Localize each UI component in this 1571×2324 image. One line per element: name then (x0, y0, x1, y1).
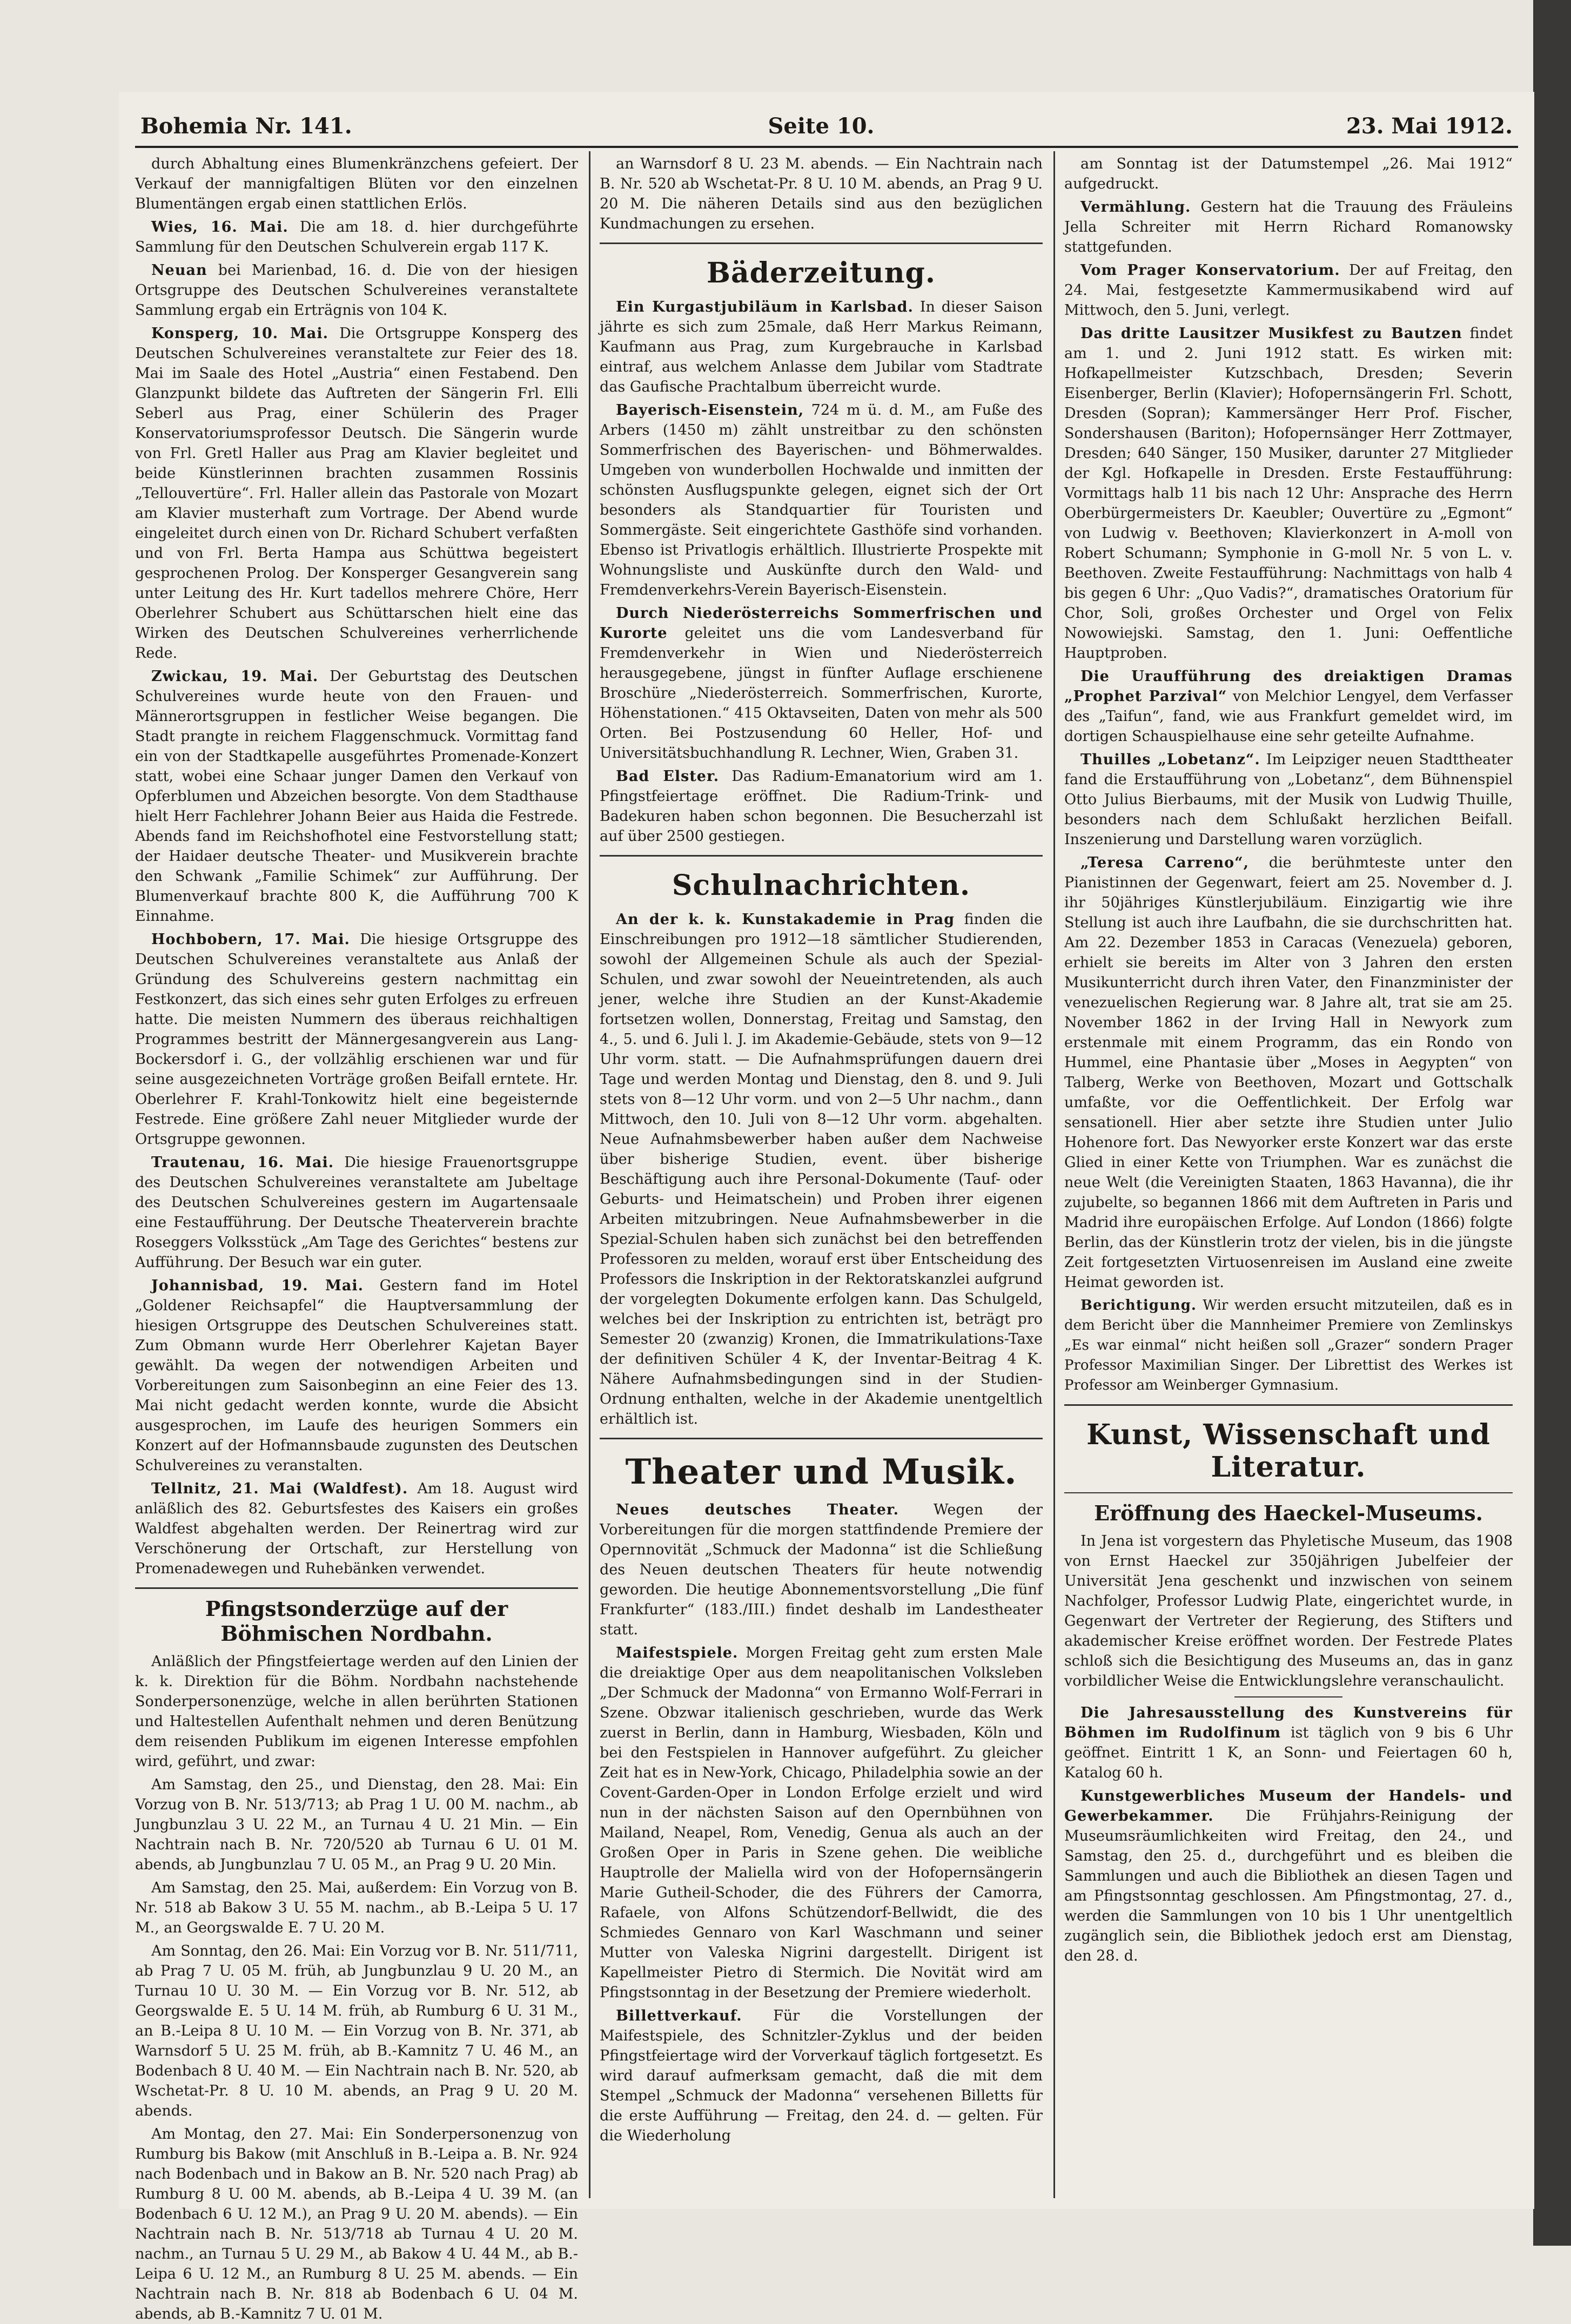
column-3 (1064, 154, 1513, 2195)
article-paragraph: Konsperg, 10. Mai. Die Ortsgruppe Konsperg des Deutschen Schulvereines veranstaltete zur Feier des 18. Mai im Saale des Hotel „Austria“ einen Festabend. Den Glanzpunkt bildete das Auftreten der Sängerin Frl. Elli Seberl aus Prag, einer Schülerin des Prager Konservatoriumsprofessor Deutsch. Die Sängerin wurde von Frl. Gretl Haller aus Prag am Klavier begleitet und beide Künstlerinnen brachten zusammen Rossinis „Tellouvertüre“. Frl. Haller allein das Pastorale von Mozart am Klavier musterhaft zum Vortrage. Der Abend wurde eingeleitet durch einen von Dr. Richard Schubert verfaßten und von Frl. Berta Hampa aus Schüttwa begeistert gesprochenen Prolog. Der Konsperger Gesangverein sang unter Leitung des Hr. Kurt tadellos mehrere Chöre, Herr Oberlehrer Schubert aus Schüttarschen hielt eine das Wirken des Deutschen Schulvereines verherrlichende Rede. (135, 325, 578, 662)
article-paragraph: Neues deutsches Theater. Wegen der Vorbereitungen für die morgen stattfindende Premiere der Opernnovität „Schmuck der Madonna“ ist die Schließung des Neuen deutschen Theaters für heute notwendig geworden. Die heutige Abonnementsvorstellung „Die fünf Frankfurter“ (183./III.) findet deshalb im Landestheater statt. (600, 1501, 1043, 1638)
section-heading-baeder: Bäderzeitung. (707, 257, 936, 289)
article-paragraph: Bayerisch-Eisenstein, 724 m ü. d. M., am Fuße des Arbers (1450 m) zählt unstreitbar zu den schönsten Sommerfrischen des Bayerischen- und Böhmerwaldes. Umgeben von wunderbollen Hochwalde und inmitten der schönsten Ausflugspunkte gelegen, eignet sich der Ort besonders als Standquartier für Touristen und Sommergäste. Seit eingerichtete Gasthöfe sind vorhanden. Ebenso ist Privatlogis erhältlich. Illustrierte Prospekte mit Wohnungsliste und Auskünfte durch den Wald- und Fremdenverkehrs-Verein Bayerisch-Eisenstein. (600, 402, 1043, 598)
page-header (140, 108, 1513, 146)
article-paragraph: Kunstgewerbliches Museum der Handels- und Gewerbekammer. Die Frühjahrs-Reinigung der Museumsräumlichkeiten wird Freitag, den 24., und Samstag, den 25. d., durchgeführt und es bleiben die Sammlungen und auch die Bibliothek an diesen Tagen und am Pfingstsonntag geschlossen. Am Pfingstmontag, 27. d., werden die Sammlungen von 10 bis 1 Uhr unentgeltlich zugänglich sein, die Bibliothek jedoch erst am Dienstag, den 28. d. (1064, 1788, 1513, 1964)
article-paragraph: Ein Kurgastjubiläum in Karlsbad. In dieser Saison jährte es sich zum 25male, daß Herr Markus Reimann, Kaufmann aus Prag, zum Kurgebrauche in Karlsbad eintraf, aus welchem Anlasse dem Jubilar vom Stadtrate das Gaufische Prachtalbum überreicht wurde. (600, 299, 1043, 395)
newspaper-page (119, 92, 1534, 2322)
article-paragraph: Vermählung. Gestern hat die Trauung des Fräuleins Jella Schreiter mit Herrn Richard Romanowsky stattgefunden. (1064, 199, 1513, 255)
section-divider (600, 1438, 1043, 1439)
article-paragraph: Bad Elster. Das Radium-Emanatorium wird am 1. Pfingstfeiertage eröffnet. Die Radium-Trink- und Badekuren haben schon begonnen. Die Besucherzahl ist auf über 2500 gestiegen. (600, 768, 1043, 845)
article-paragraph: Die Jahresausstellung des Kunstvereins für Böhmen im Rudolfinum ist täglich von 9 bis 6 Uhr geöffnet. Eintritt 1 K, an Sonn- und Feiertagen 60 h, Katalog 60 h. (1064, 1705, 1513, 1781)
article-paragraph: Wies, 16. Mai. Die am 18. d. hier durchgeführte Sammlung für den Deutschen Schulverein ergab 117 K. (135, 219, 578, 255)
page-number: Seite 10. (768, 113, 875, 139)
article-paragraph: Berichtigung. Wir werden ersucht mitzuteilen, daß es in dem Bericht über die Mannheimer Premiere von Zemlinskys „Es war einmal“ nicht heißen soll „Grazer“ sondern Prager Professor Maximilian Singer. Der Librettist des Werkes ist Professor am Weinberger Gymnasium. (1064, 1297, 1513, 1393)
issue-date: 23. Mai 1912. (1346, 113, 1513, 139)
article-paragraph: durch Abhaltung eines Blumenkränzchens gefeiert. Der Verkauf der mannigfaltigen Blüten vor den einzelnen Blumentängen ergab einen stattlichen Erlös. (135, 156, 578, 212)
column-rule (1053, 151, 1055, 2198)
article-paragraph: Das dritte Lausitzer Musikfest zu Bautzen findet am 1. und 2. Juni 1912 statt. Es wirken mit: Hofkapellmeister Kutzschbach, Dresden; Severin Eisenberger, Berlin (Klavier); Hofopernsängerin Frl. Schott, Dresden (Sopran); Kammersänger Herr Prof. Fischer, Sondershausen (Bariton); Hofopernsänger Herr Zottmayer, Dresden; 640 Sänger, 150 Musiker, darunter 27 Mitglieder der Kgl. Hofkapelle in Dresden. Erste Festaufführung: Vormittags halb 11 bis nach 12 Uhr: Ansprache des Herrn Oberbürgermeisters Dr. Kaeubler; Ouvertüre zu „Egmont“ von Ludwig v. Beethoven; Klavierkonzert in A-moll von Robert Schumann; Symphonie in G-moll Nr. 5 von L. v. Beethoven. Zweite Festaufführung: Nachmittags von halb 4 bis gegen 6 Uhr: „Quo Vadis?“, dramatisches Oratorium für Chor, Soli, großes Orchester und Orgel von Felix Nowowiejski. Samstag, den 1. Juni: Oeffentliche Hauptproben. (1064, 325, 1513, 662)
section-heading-rail: Pfingstsonderzüge auf der Böhmischen Nordbahn. (205, 1597, 508, 1646)
article-paragraph: Johannisbad, 19. Mai. Gestern fand im Hotel „Goldener Reichsapfel“ die Hauptversammlung der hiesigen Ortsgruppe des Deutschen Schulvereines statt. Zum Obmann wurde Herr Oberlehrer Kajetan Bayer gewählt. Da wegen der notwendigen Arbeiten und Vorbereitungen zum Saisonbeginn an eine Feier des 13. Mai nicht gedacht werden konnte, wurde die Absicht ausgesprochen, im Laufe des heurigen Sommers ein Konzert auf der Hofmannsbaude zugunsten des Deutschen Schulvereines zu veranstalten. (135, 1277, 578, 1474)
article-heading-haeckel: Eröffnung des Haeckel-Museums. (1094, 1501, 1483, 1525)
article-paragraph: Hochbobern, 17. Mai. Die hiesige Ortsgruppe des Deutschen Schulvereines veranstaltete aus Anlaß der Gründung des Schulvereins gestern nachmittag ein Festkonzert, das sich eines sehr guten Erfolges zu erfreuen hatte. Die meisten Nummern des überaus reichhaltigen Programmes bestritt der Männergesangverein aus Lang-Bockersdorf i. G., der vollzählig erschienen war und für seine ausgezeichneten Vorträge großen Beifall erntete. Hr. Oberlehrer F. Krahl-Tonkowitz hielt eine begeisternde Festrede. Eine größere Zahl neuer Mitglieder wurde der Ortsgruppe gewonnen. (135, 931, 578, 1148)
section-divider (135, 1587, 578, 1589)
article-paragraph: Thuilles „Lobetanz“. Im Leipziger neuen Stadttheater fand die Erstaufführung von „Lobetanz“, dem Bühnenspiel Otto Julius Bierbaums, mit der Musik von Ludwig Thuille, besonders nach dem Schlußakt herzlichen Beifall. Inszenierung und Darstellung waren vorzüglich. (1064, 751, 1513, 848)
short-rule (1234, 1696, 1342, 1697)
section-heading-kunst: Kunst, Wissenschaft und Literatur. (1086, 1418, 1491, 1484)
article-paragraph: am Sonntag ist der Datumstempel „26. Mai 1912“ aufgedruckt. (1064, 156, 1513, 192)
section-divider (1064, 1404, 1513, 1406)
column-1 (135, 154, 578, 2322)
article-paragraph: Trautenau, 16. Mai. Die hiesige Frauenortsgruppe des Deutschen Schulvereines veranstaltete am Jubeltage des Deutschen Schulvereines gestern im Augartensaale eine Festaufführung. Der Deutsche Theaterverein brachte Roseggers Volksstück „Am Tage des Gerichtes“ bestens zur Aufführung. Der Besuch war ein guter. (135, 1154, 578, 1271)
section-divider (600, 855, 1043, 857)
article-paragraph: Billettverkauf. Für die Vorstellungen der Maifestspiele, des Schnitzler-Zyklus und der beiden Pfingstfeiertage wird der Vorverkauf täglich fortgesetzt. Es wird darauf aufmerksam gemacht, daß die mit dem Stempel „Schmuck der Madonna“ versehenen Billetts für die erste Aufführung — Freitag, den 24. d. — gelten. Für die Wiederholung (600, 2008, 1043, 2144)
article-paragraph: Am Samstag, den 25. Mai, außerdem: Ein Vorzug von B. Nr. 518 ab Bakow 3 U. 55 M. nachm., ab B.-Leipa 5 U. 17 M., an Georgswalde E. 7 U. 20 M. (135, 1880, 578, 1936)
section-heading-theater: Theater und Musik. (625, 1452, 1017, 1492)
article-paragraph: Zwickau, 19. Mai. Der Geburtstag des Deutschen Schulvereines wurde heute von den Frauen- und Männerortsgruppen in festlicher Weise begangen. Die Stadt prangte in reichem Flaggenschmuck. Vormittag fand ein von der Stadtkapelle ausgeführtes Promenade-Konzert statt, wobei eine Schaar junger Damen den Verkauf von Opferblumen und Abzeichen besorgte. Von dem Stadthause hielt Herr Fachlehrer Johann Beier aus Haida die Festrede. Abends fand im Reichshofhotel eine Festvorstellung statt; der Haidaer deutsche Theater- und Musikverein brachte den Schwank „Familie Schimek“ zur Aufführung. Der Blumenverkauf brachte 800 K, die Aufführung 700 K Einnahme. (135, 668, 578, 925)
article-paragraph: In Jena ist vorgestern das Phyletische Museum, das 1908 von Ernst Haeckel zur 350jährigen Jubelfeier der Universität Jena geschenkt und inzwischen von seinem Nachfolger, Professor Ludwig Plate, eingerichtet wurde, in Gegenwart der Vertreter der Regierung, des Stifters und akademischer Kreise eröffnet worden. Der Festrede Plates schloß sich die Besichtigung des Museums an, das in ganz vorbildlicher Weise die Entwicklungslehre veranschaulicht. (1064, 1533, 1513, 1689)
masthead-issue: Bohemia Nr. 141. (140, 113, 352, 139)
article-paragraph: Anläßlich der Pfingstfeiertage werden auf den Linien der k. k. Direktion für die Böhm. Nordbahn nachstehende Sonderpersonenzüge, welche in allen berührten Stationen und Haltestellen Aufenthalt nehmen und deren Benützung dem reisenden Publikum im eigenen Interesse empfohlen wird, geführt, und zwar: (135, 1653, 578, 1770)
article-paragraph: Die Uraufführung des dreiaktigen Dramas „Prophet Parzival“ von Melchior Lengyel, dem Verfasser des „Taifun“, fand, wie aus Frankfurt gemeldet wird, im dortigen Schauspielhause eine sehr geteilte Aufnahme. (1064, 668, 1513, 745)
article-paragraph: Tellnitz, 21. Mai (Waldfest). Am 18. August wird anläßlich des 82. Geburtsfestes des Kaisers ein großes Waldfest abgehalten werden. Der Reinertrag wird zur Verschönerung der Ortschaft, zur Herstellung von Promenadewegen und Ruhebänken verwendet. (135, 1480, 578, 1577)
article-paragraph: Am Sonntag, den 26. Mai: Ein Vorzug vor B. Nr. 511/711, ab Prag 7 U. 05 M. früh, ab Jungbunzlau 9 U. 20 M., an Turnau 10 U. 30 M. — Ein Vorzug vor B. Nr. 512, ab Georgswalde E. 5 U. 14 M. früh, ab Rumburg 6 U. 31 M., an B.-Leipa 8 U. 10 M. — Ein Vorzug von B. Nr. 371, ab Warnsdorf 5 U. 25 M. früh, ab B.-Kamnitz 7 U. 46 M., an Bodenbach 8 U. 40 M. — Ein Nachtrain nach B. Nr. 520, ab Wschetat-Pr. 8 U. 10 M. abends, an Prag 9 U. 20 M. abends. (135, 1943, 578, 2119)
section-divider (600, 242, 1043, 244)
article-paragraph: Neuan bei Marienbad, 16. d. Die von der hiesigen Ortsgruppe des Deutschen Schulvereines veranstaltete Sammlung ergab ein Erträgnis von 104 K. (135, 262, 578, 319)
scan-edge (1533, 0, 1571, 2246)
article-paragraph: Am Samstag, den 25., und Dienstag, den 28. Mai: Ein Vorzug von B. Nr. 513/713; ab Prag 1 U. 00 M. nachm., ab Jungbunzlau 3 U. 22 M., an Turnau 4 U. 21 Min. — Ein Nachtrain nach B. Nr. 720/520 ab Turnau 6 U. 01 M. abends, ab Jungbunzlau 7 U. 05 M., an Prag 9 U. 20 Min. (135, 1776, 578, 1873)
article-paragraph: Vom Prager Konservatorium. Der auf Freitag, den 24. Mai, festgesetzte Kammermusikabend wird auf Mittwoch, den 5. Juni, verlegt. (1064, 262, 1513, 319)
section-divider (1064, 1492, 1513, 1493)
column-2 (600, 154, 1043, 2195)
article-paragraph: An der k. k. Kunstakademie in Prag finden die Einschreibungen pro 1912—18 sämtlicher Studierenden, sowohl der Allgemeinen Schule als auch der Spezial-Schulen, und zwar sowohl der Neueintretenden, als auch jener, welche ihre Studien an der Kunst-Akademie fortsetzen wollen, Donnerstag, Freitag und Samstag, den 4., 5. und 6. Juli l. J. im Akademie-Gebäude, stets von 9—12 Uhr vorm. statt. — Die Aufnahmsprüfungen dauern drei Tage und werden Montag und Dienstag, den 8. und 9. Juli stets von 8—12 Uhr vorm. und von 2—5 Uhr nachm., dann Mittwoch, den 10. Juli von 8—12 Uhr vorm. abgehalten. Neue Aufnahmsbewerber haben außer dem Nachweise über bisherige Studien, event. über bisherige Beschäftigung auch ihre Personal-Dokumente (Tauf- oder Geburts- und Heimatschein) und Proben ihrer eigenen Arbeiten mitzubringen. Neue Aufnahmsbewerber in die Spezial-Schulen haben sich zunächst bei den betreffenden Professoren zu melden, worauf erst über Entscheidung des Professors die Inskription in der Rektoratskanzlei aufgrund der vorgelegten Dokumente erfolgen kann. Das Schulgeld, welches bei der Inskription zu entrichten ist, beträgt pro Semester 20 (zwanzig) Kronen, die Immatrikulations-Taxe der definitiven Schüler 4 K, der Inventar-Beitrag 4 K. Nähere Aufnahmsbedingungen sind in der Studien-Ordnung enthalten, welche in der Akademie unentgeltlich erhältlich ist. (600, 911, 1043, 1427)
column-rule (589, 151, 590, 2198)
article-paragraph: an Warnsdorf 8 U. 23 M. abends. — Ein Nachtrain nach B. Nr. 520 ab Wschetat-Pr. 8 U. 10 M. abends, an Prag 9 U. 20 M. Die näheren Details sind aus den bezüglichen Kundmachungen zu ersehen. (600, 156, 1043, 232)
article-paragraph: Durch Niederösterreichs Sommerfrischen und Kurorte geleitet uns die vom Landesverband für Fremdenverkehr in Wien und Niederösterreich herausgegebene, jüngst in fünfter Auflage erschienene Broschüre „Niederösterreich. Sommerfrischen, Kurorte, Höhenstationen.“ 415 Oktavseiten, Daten von mehr als 500 Orten. Bei Postzusendung 60 Heller, Hof- und Universitätsbuchhandlung R. Lechner, Wien, Graben 31. (600, 605, 1043, 762)
header-rule (135, 146, 1518, 148)
section-heading-schul: Schulnachrichten. (672, 869, 971, 902)
article-paragraph: Maifestspiele. Morgen Freitag geht zum ersten Male die dreiaktige Oper aus dem neapolitanischen Volksleben „Der Schmuck der Madonna“ von Ermanno Wolf-Ferrari in Szene. Obzwar italienisch geschrieben, wurde das Werk zuerst in Berlin, dann in Hamburg, Wiesbaden, Köln und bei den Festspielen in Hannover aufgeführt. Zu gleicher Zeit hat es in New-York, Chicago, Philadelphia sowie an der Covent-Garden-Oper in London Erfolge erzielt und wird nun in der nächsten Saison auf den Opernbühnen von Mailand, Neapel, Rom, Venedig, Genua als auch an der Großen Oper in Paris in Szene gehen. Die weibliche Hauptrolle der Maliella wird von der Hofopernsängerin Marie Gutheil-Schoder, die des Führers der Camorra, Rafaele, von Alfons Schützendorf-Bellwidt, die des Schmiedes Gennaro von Karl Waschmann und seiner Mutter von Valeska Nigrini dargestellt. Dirigent ist Kapellmeister Pietro di Stermich. Die Novität wird am Pfingstsonntag in der Besetzung der Premiere wiederholt. (600, 1645, 1043, 2001)
article-paragraph: „Teresa Carreno“, die berühmteste unter den Pianistinnen der Gegenwart, feiert am 25. November d. J. ihr 50jähriges Künstlerjubiläum. Einzigartig wie ihre Stellung ist auch ihre Laufbahn, die sie durchschritten hat. Am 22. Dezember 1853 in Caracas (Venezuela) geboren, erhielt sie bereits im Alter von 3 Jahren den ersten Musikunterricht durch ihren Vater, den Finanzminister der venezuelischen Regierung war. 8 Jahre alt, trat sie am 25. November 1862 in der Irving Hall in Newyork zum erstenmale mit einem Programm, das ein Rondo von Hummel, eine Phantasie über „Moses in Aegypten“ von Talberg, Werke von Beethoven, Mozart und Gottschalk umfaßte, vor die Oeffentlichkeit. Der Erfolg war sensationell. Hier aber setzte ihre Studien unter Julio Hohenore fort. Das Newyorker erste Konzert war das erste Glied in einer Kette von Triumphen. War es zunächst die neue Welt (die Vereinigten Staaten, 1863 Havanna), die ihr zujubelte, so begannen 1866 mit dem Auftreten in Paris und Madrid ihre europäischen Erfolge. Auf London (1866) folgte Berlin, das der Künstlerin trotz der vielen, bis in die jüngste Zeit fortgesetzten Virtuosenreisen im Ausland eine zweite Heimat geworden ist. (1064, 854, 1513, 1291)
article-paragraph: Am Montag, den 27. Mai: Ein Sonderpersonenzug von Rumburg bis Bakow (mit Anschluß in B.-Leipa a. B. Nr. 924 nach Bodenbach und in Bakow an B. Nr. 520 nach Prag) ab Rumburg 8 U. 00 M. abends, ab B.-Leipa 4 U. 39 M. (an Bodenbach 6 U. 12 M.), an Prag 9 U. 20 M. abends). — Ein Nachtrain nach B. Nr. 513/718 ab Turnau 4 U. 20 M. nachm., an Turnau 5 U. 29 M., ab Bakow 4 U. 44 M., ab B.-Leipa 6 U. 12 M., an Rumburg 8 U. 25 M. abends. — Ein Nachtrain nach B. Nr. 818 ab Bodenbach 6 U. 04 M. abends, ab B.-Kamnitz 7 U. 01 M. (135, 2126, 578, 2322)
